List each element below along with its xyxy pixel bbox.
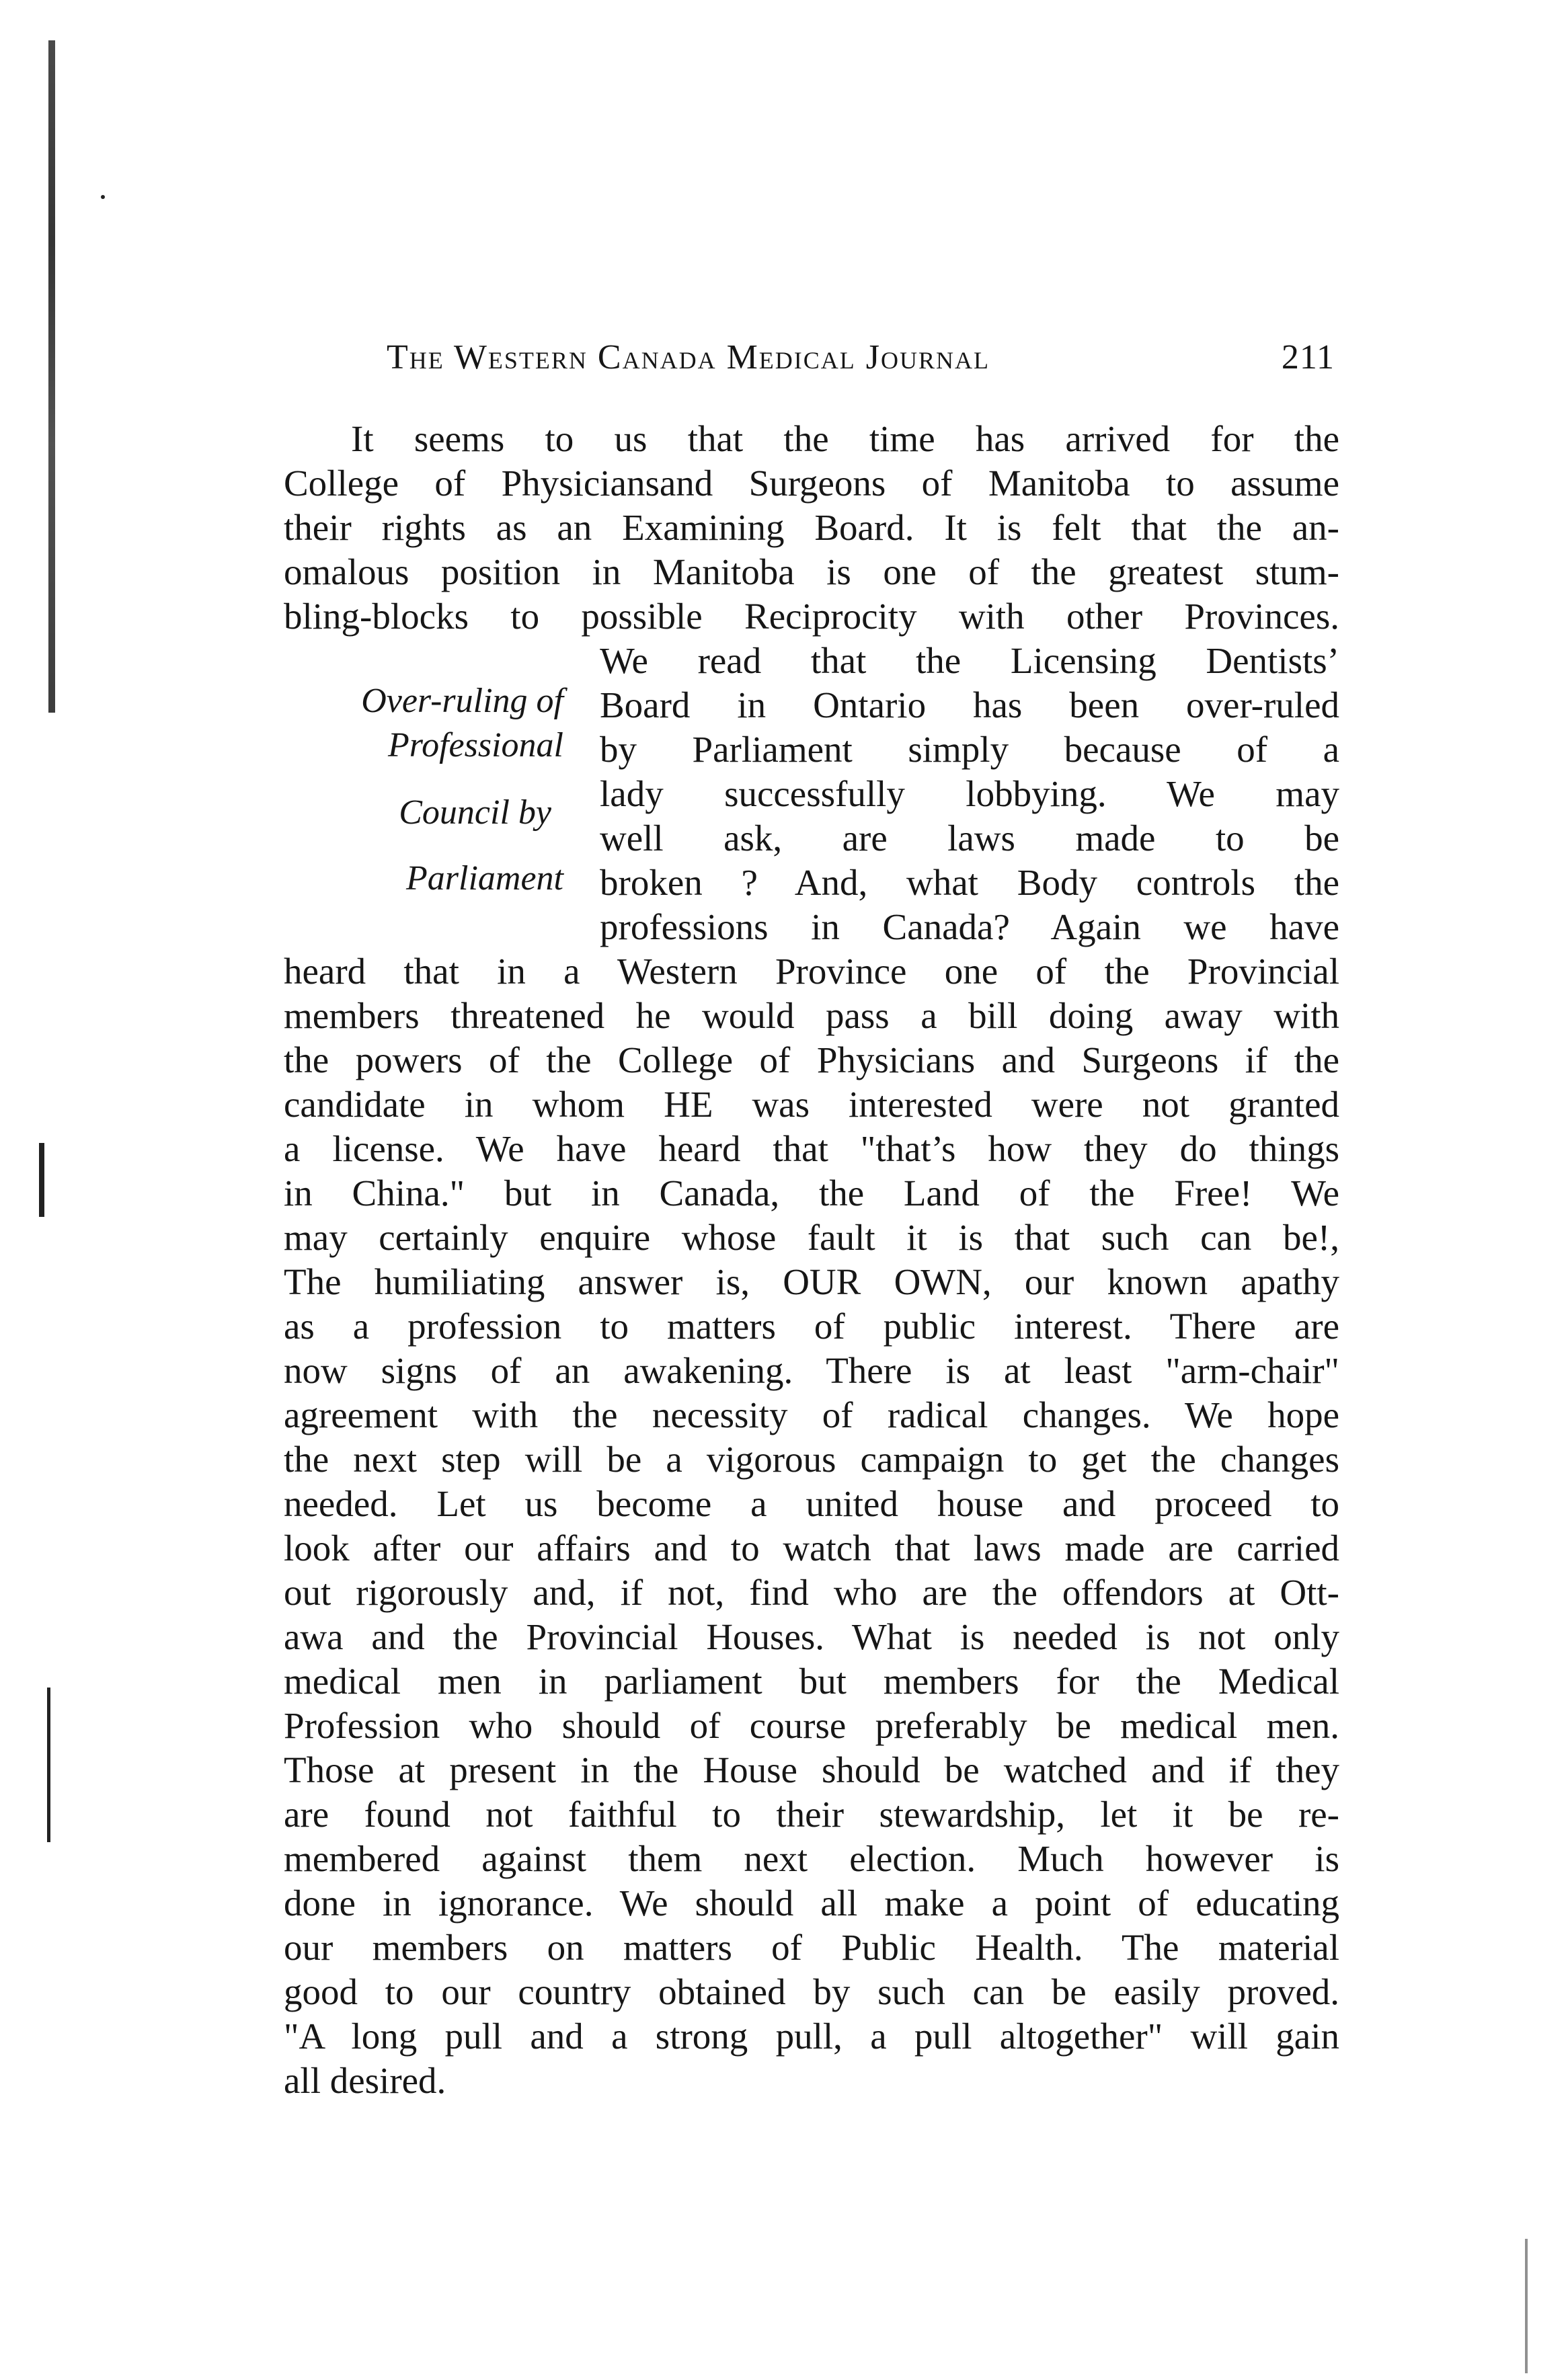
text-line: good to our country obtained by such can be easily proved. (284, 1971, 1339, 2012)
text-line: agreement with the necessity of radical changes. We hope (284, 1394, 1339, 1435)
text-line: lady successfully lobbying. We may (600, 773, 1339, 814)
scan-mark (101, 195, 105, 199)
scan-edge-shadow (48, 40, 55, 713)
text-line: as a profession to matters of public interest. There are (284, 1306, 1339, 1347)
text-line: broken ? And, what Body controls the (600, 862, 1339, 903)
text-line: awa and the Provincial Houses. What is needed is not only (284, 1616, 1339, 1657)
page-number: 211 (1281, 338, 1335, 376)
text-line: omalous position in Manitoba is one of the greatest stum- (284, 551, 1339, 592)
scan-mark (47, 1688, 50, 1842)
text-line: College of Physiciansand Surgeons of Manitoba to assume (284, 463, 1339, 504)
sidenote-line: Over-ruling of (361, 682, 563, 720)
text-line: are found not faithful to their stewardship, let it be re- (284, 1794, 1339, 1835)
text-line: Profession who should of course preferably be medical men. (284, 1705, 1339, 1746)
text-line: The humiliating answer is, OUR OWN, our known apathy (284, 1261, 1339, 1302)
text-line: membered against them next election. Much however is (284, 1838, 1339, 1879)
text-line: the next step will be a vigorous campaign to get the changes (284, 1439, 1339, 1480)
text-line: well ask, are laws made to be (600, 818, 1339, 859)
journal-title: The Western Canada Medical Journal (387, 338, 990, 376)
sidenote-line: Professional (388, 726, 563, 764)
text-line: their rights as an Examining Board. It is felt that the an- (284, 507, 1339, 548)
text-line: look after our affairs and to watch that laws made are carried (284, 1528, 1339, 1569)
text-line: done in ignorance. We should all make a point of educating (284, 1882, 1339, 1923)
text-line: professions in Canada? Again we have (600, 906, 1339, 947)
text-line: needed. Let us become a united house and proceed to (284, 1483, 1339, 1524)
running-head (387, 338, 1335, 385)
text-line: by Parliament simply because of a (600, 729, 1339, 770)
text-line: "A long pull and a strong pull, a pull altogether" will gain (284, 2016, 1339, 2057)
sidenote-line: Parliament (406, 859, 563, 898)
text-line: heard that in a Western Province one of the Provincial (284, 951, 1339, 992)
text-line: bling-blocks to possible Reciprocity with other Provinces. (284, 596, 1339, 637)
text-line: may certainly enquire whose fault it is that such can be!, (284, 1217, 1339, 1258)
text-line: our members on matters of Public Health. The material (284, 1927, 1339, 1968)
text-line: members threatened he would pass a bill doing away with (284, 995, 1339, 1036)
text-line: Board in Ontario has been over-ruled (600, 684, 1339, 725)
text-line: now signs of an awakening. There is at least "arm-chair" (284, 1350, 1339, 1391)
text-line: We read that the Licensing Dentists’ (600, 640, 1339, 681)
text-line: It seems to us that the time has arrived for the (351, 418, 1339, 459)
text-line: medical men in parliament but members for the Medical (284, 1661, 1339, 1702)
scan-mark (1525, 2239, 1528, 2373)
text-line: the powers of the College of Physicians and Surgeons if the (284, 1039, 1339, 1080)
text-line: a license. We have heard that "that’s how they do things (284, 1128, 1339, 1169)
text-line: candidate in whom HE was interested were not granted (284, 1084, 1339, 1125)
scan-mark (39, 1143, 44, 1217)
text-line: Those at present in the House should be watched and if they (284, 1749, 1339, 1790)
text-line: all desired. (284, 2060, 446, 2101)
text-line: in China." but in Canada, the Land of the Free! We (284, 1173, 1339, 1214)
text-line: out rigorously and, if not, find who are the offendors at Ott- (284, 1572, 1339, 1613)
sidenote-line: Council by (399, 793, 551, 832)
